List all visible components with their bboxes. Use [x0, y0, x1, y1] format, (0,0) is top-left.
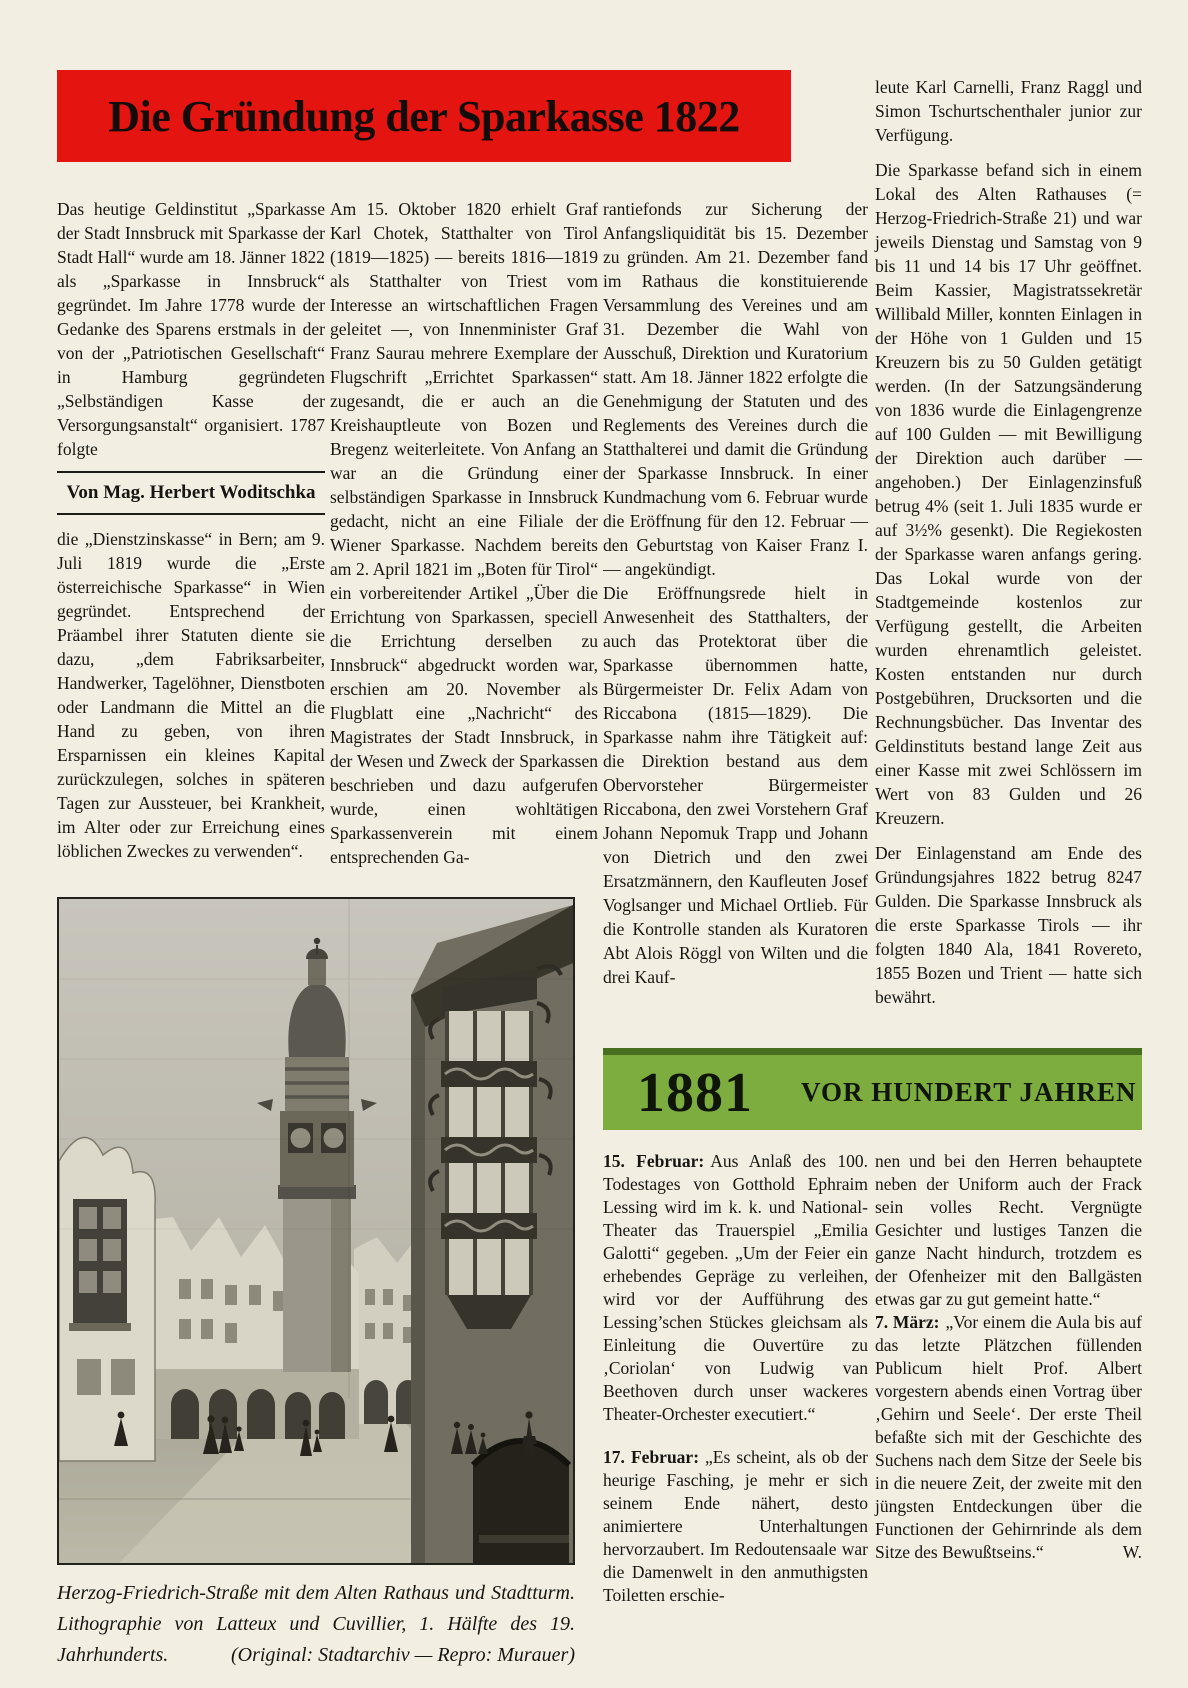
article-column-2	[330, 197, 598, 869]
masthead-banner	[57, 70, 791, 162]
lithograph-image	[59, 899, 573, 1563]
date-lead: 15. Februar:	[603, 1151, 705, 1171]
century-column-1	[603, 1150, 868, 1607]
paragraph	[603, 1446, 868, 1607]
article-column-3	[603, 197, 868, 989]
paragraph: leute Karl Carnelli, Franz Raggl und Simon Tschurtschenthaler junior zur Verfügung.	[875, 77, 1142, 145]
century-banner	[603, 1048, 1142, 1130]
century-heading: VOR HUNDERT JAHREN	[801, 1077, 1137, 1107]
paragraph: Das heutige Geldinstitut „Sparkasse der Stadt Innsbruck mit Sparkasse der Stadt Hall“ wurde am 18. Jänner 1822 als „Sparkasse in Innsbruck“ gegründet. Im Jahre 1778 wurde der Gedanke des Sparens erstmals in der von der „Patriotischen Gesellschaft“ in Hamburg gegründeten „Selbständigen Kasse der Versorgungsanstalt“ organisiert. 1787 folgte	[57, 199, 325, 459]
paragraph: Am 15. Oktober 1820 erhielt Graf Karl Chotek, Statthalter von Tirol (1819—1825) — bereits 1816—1819 als Statthalter von Triest vom Interesse an wirtschaftlichen Fragen geleitet —, von Innenminister Graf Franz Saurau mehrere Exemplare der Flugschrift „Errichtet Sparkassen“ zugesandt, die er auch an die Kreishauptleute von Bozen und Bregenz weiterleitete. Von Anfang an war an die Gründung einer selbständigen Sparkasse in Innsbruck gedacht, nicht an eine Filiale der Wiener Sparkasse. Nachdem bereits am 2. April 1821 im „Boten für Tirol“ ein vorbereitender Artikel „Über die Errichtung von Sparkassen, speciell die Errichtung derselben zu Innsbruck“ abgedruckt worden war, erschien am 20. November als Flugblatt eine „Nachricht“ des Magistrates der Stadt Innsbruck, in der Wesen und Zweck der Sparkassen beschrieben und dazu aufgerufen wurde, einen wohltätigen Sparkassenverein mit einem entsprechenden Ga-	[330, 199, 598, 867]
caption-credit: (Original: Stadtarchiv — Repro: Murauer)	[230, 1644, 575, 1666]
paragraph-text: „Vor einem die Aula bis auf das letzte Plätzchen füllenden Publicum hielt Prof. Albert vorgestern abends einen Vortrag über ‚Gehirn und Seele‘. Der erste Theil befaßte sich mit der Geschichte des Suchens nach dem Sitze der Seele bis in die neuere Zeit, der zweite mit den jüngsten Entdeckungen über die Functionen der Gehirnrinde als dem Sitze des Bewußtseins.“	[875, 1312, 1142, 1562]
date-lead: 7. März:	[875, 1312, 940, 1332]
author-initial: W.	[1122, 1542, 1142, 1562]
article-column-4	[875, 75, 1142, 1009]
paragraph	[603, 1150, 868, 1426]
article-title: Die Gründung der Sparkasse 1822	[108, 91, 740, 141]
paragraph	[875, 1311, 1142, 1564]
image-caption	[57, 1578, 575, 1671]
century-column-2	[875, 1150, 1142, 1564]
lithograph-figure	[57, 897, 575, 1565]
paragraph: Die Eröffnungsrede hielt in Anwesenheit des Statthalters, der auch das Protektorat über die Sparkasse übernommen hatte, Bürgermeister Dr. Felix Adam von Riccabona (1815—1829). Die Sparkasse nahm ihre Tätigkeit auf: die Direktion bestand aus dem Obervorsteher Bürgermeister Riccabona, den zwei Vorstehern Graf Johann Nepomuk Trapp und Johann von Dietrich und den zwei Ersatzmännern, den Kaufleuten Josef Voglsanger und Michael Ortlieb. Für die Kontrolle standen als Kuratoren Abt Alois Röggl von Wilten und die drei Kauf-	[603, 583, 868, 987]
article-column-1	[57, 197, 325, 863]
paragraph-text: Aus Anlaß des 100. Todestages von Gotthold Ephraim Lessing wird im k. k. und National-Theater das Trauerspiel „Emilia Galotti“ gegeben. „Um der Feier ein erhebendes Gepräge zu verleihen, wird vor der Aufführung des Lessing’schen Stückes gleichsam als Einleitung die Ouvertüre zu ‚Coriolan‘ von Ludwig van Beethoven durch unser wackeres Theater-Orchester executiert.“	[603, 1151, 868, 1424]
paragraph: Die Sparkasse befand sich in einem Lokal des Alten Rathauses (= Herzog-Friedrich-Straße 21) und war jeweils Dienstag und Samstag von 9 bis 11 und 14 bis 17 Uhr geöffnet. Beim Kassier, Magistratssekretär Willibald Miller, konnten Einlagen in der Höhe von 1 Gulden und 15 Kreuzern bis zu 50 Gulden getätigt werden. (In der Satzungsänderung von 1836 wurde die Einlagengrenze auf 100 Gulden — mit Bewilligung der Direktion auch darüber — angehoben.) Der Einlagenzinsfuß betrug 4% (seit 1. Juli 1835 wurde er auf 3½% gesenkt). Die Regiekosten der Sparkasse waren anfangs gering. Das Lokal wurde von der Stadtgemeinde kostenlos zur Verfügung gestellt, die Arbeiten wurden ehrenamtlich geleistet. Kosten entstanden nur durch Postgebühren, Drucksorten und die Rechnungsbücher. Das Inventar des Geldinstituts bestand lange Zeit aus einer Kasse mit zwei Schlössern im Wert von 83 Gulden und 26 Kreuzern.	[875, 160, 1142, 828]
paragraph: Der Einlagenstand am Ende des Gründungsjahres 1822 betrug 8247 Gulden. Die Sparkasse Innsbruck als die erste Sparkasse Tirols — ihr folgten 1840 Ala, 1841 Rovereto, 1855 Bozen und Trient — hatte sich bewährt.	[875, 843, 1142, 1007]
year-label: 1881	[637, 1061, 753, 1124]
byline: Von Mag. Herbert Woditschka	[57, 471, 325, 515]
caption-text: Herzog-Friedrich-Straße mit dem Alten Rathaus und Stadtturm. Lithographie von Latteux und Cuvillier, 1. Hälfte des 19. Jahrhunderts.	[57, 1582, 575, 1666]
date-lead: 17. Februar:	[603, 1447, 700, 1467]
paragraph-text: „Es scheint, als ob der heurige Fasching, je mehr er sich seinem Ende nähert, desto animiertere Unterhaltungen hervorzaubert. Im Redoutensaale war die Damenwelt in den anmuthigsten Toiletten erschie-	[603, 1447, 868, 1605]
paragraph: nen und bei den Herren behauptete neben der Uniform auch der Frack sein volles Recht. Vergnügte Gesichter und lustiges Tanzen die ganze Nacht hindurch, trotzdem es der Ofenheizer mit den Ballgästen etwas gar zu gut gemeint hatte.“	[875, 1151, 1142, 1309]
paragraph: die „Dienstzinskasse“ in Bern; am 9. Juli 1819 wurde die „Erste österreichische Sparkasse“ in Wien gegründet. Entsprechend der Präambel ihrer Statuten diente sie dazu, „dem Fabriksarbeiter, Handwerker, Tagelöhner, Dienstboten oder Landmann die Mittel an die Hand zu geben, von ihren Ersparnissen ein kleines Kapital zurückzulegen, solches in späteren Tagen zur Aussteuer, bei Krankheit, im Alter oder zur Erreichung eines löblichen Zweckes zu verwenden“.	[57, 529, 325, 861]
paragraph: rantiefonds zur Sicherung der Anfangsliquidität bis 15. Dezember zu gründen. Am 21. Dezember fand im Rathaus die konstituierende Versammlung des Vereines und am 31. Dezember die Wahl von Ausschuß, Direktion und Kuratorium statt. Am 18. Jänner 1822 erfolgte die Genehmigung der Statuten und des Reglements des Vereines durch die Statthalterei und damit die Gründung der Sparkasse Innsbruck. In einer Kundmachung vom 6. Februar wurde die Eröffnung für den 12. Februar — den Geburtstag von Kaiser Franz I. — angekündigt.	[603, 199, 868, 579]
